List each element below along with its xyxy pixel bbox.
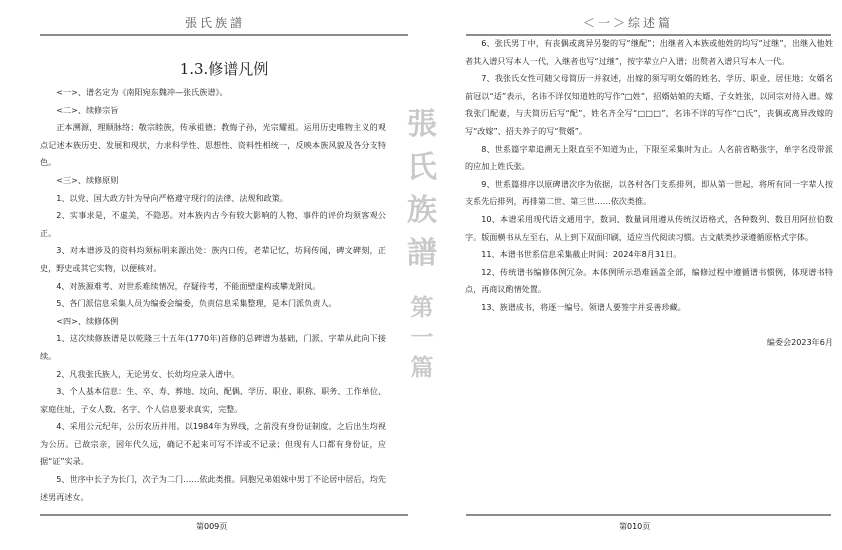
right-page <box>421 0 842 550</box>
paragraph: 1、这次续修族谱是以乾隆三十五年(1770年)首修的总碑谱为基础，门派、字辈从此向下接续。 <box>40 333 386 361</box>
paragraph: 4、对族源难考、对世系难续情况，存疑待考，不能面壁虚构或攀龙附凤。 <box>56 280 321 291</box>
body-text <box>40 84 386 506</box>
footer-rule <box>40 514 408 516</box>
paragraph: 13、族谱成书，将逐一编号。领谱人要签字并妥善珍藏。 <box>481 301 686 312</box>
paragraph: 11、本谱书世系信息采集截止时间：2024年8月31日。 <box>481 249 682 260</box>
paragraph: <四>、续修体例 <box>56 315 119 326</box>
paragraph: 7、我张氏女性可随父母简历一并叙述，出嫁的须写明女婿的姓名、学历、职业、居住地；女婿名前冠以“适”表示，名讳不详仅知道姓的写作“□姓”，招婿姑娘的夫婿、子女姓张，以同宗对待入谱。嫁我张门配妻，与夫简历后写“配”，姓名齐全写“□□□”，名讳不详的写作“□氏”，丧偶或离异改嫁的写“改嫁”、招夫养子的写“赘婿”。 <box>465 73 833 136</box>
paragraph: 9、世系篇排序以原碑谱次序为依据，以各村各门支系排列，即从第一世起，将所有同一字辈人按支系先后排列，再排第二世、第三世……依次类推。 <box>465 178 833 207</box>
spine-char: 族 <box>407 193 437 228</box>
paragraph: 5、世序中长子为长门，次子为二门……依此类推。同胞兄弟姐妹中男丁不论居中居后，均先述男再述女。 <box>40 474 386 502</box>
paragraph: 1、以党、国大政方针为导向严格遵守现行的法律、法规和政策。 <box>56 192 288 203</box>
spine-char: 第 <box>410 294 434 321</box>
running-header: ＜一＞综述篇 <box>583 16 674 30</box>
paragraph: 12、传统谱书编修体例冗杂。本体例所示恐难涵盖全部，编修过程中遵循谱书惯例，体现谱书特点，再商议酌情处置。 <box>465 266 833 295</box>
page-number: 第009页 <box>196 522 228 531</box>
paragraph: 6、张氏男丁中，有丧偶或离异另娶的写“继配”；出继者入本族或他姓的均写“过继”，出继入他姓者其入谱只写本人一代，入继者也写“过继”，按字辈立户入谱；出赘者入谱只写本人一代。 <box>465 38 833 66</box>
footer-rule <box>466 514 831 516</box>
running-header: 張氏族譜 <box>185 16 246 30</box>
header-rule <box>40 34 408 36</box>
paragraph: 2、实事求是，不虚美，不隐恶。对本族内古今有较大影响的人物、事件的评价均须客观公正。 <box>40 210 386 238</box>
paragraph: 3、对本谱涉及的资料均须标明来源出处：族内口传，老辈记忆，坊间传闻，碑文碑刻，正史，野史或其它实物，以便核对。 <box>40 245 386 273</box>
paragraph: <一>、谱名定为《南阳宛东魏冲—张氏族谱》。 <box>56 87 228 97</box>
spine-char: 張 <box>407 107 437 142</box>
section-title: 1.3.修谱凡例 <box>179 60 269 78</box>
paragraph: 4、采用公元纪年，公历农历并用。以1984年为界线，之前没有身份证制度，之后出生均视为公历。已故宗亲，因年代久远，确记不起来可写不详或不记录；但现有人口都有身份证，应据“证”实录。 <box>40 421 386 467</box>
paragraph: 10、本谱采用现代语文通用字，数词、数量词用遵从传统汉语格式，各种数列、数目用阿拉伯数字。版面横书从左至右，从上到下双面印刷，适应当代阅读习惯。古文献类抄录遵循原格式字体。 <box>465 213 833 242</box>
paragraph: 2、凡我张氏族人，无论男女、长幼均应录入谱中。 <box>56 368 240 379</box>
spine-char: 譜 <box>407 236 437 271</box>
paragraph: 5、各门派信息采集人员为编委会编委，负责信息采集整理，是本门派负责人。 <box>56 298 337 309</box>
paragraph: 8、世系篇字辈追溯无上限直至不知道为止，下限至采集时为止。人名前省略张字，单字名没带派的应加上姓氏张。 <box>465 143 833 172</box>
page-number: 第010页 <box>619 522 651 531</box>
signature: 编委会2023年6月 <box>766 336 833 347</box>
spine-watermark <box>402 103 442 383</box>
paragraph: <三>、续修原则 <box>56 174 119 185</box>
paragraph: <二>、续修宗旨 <box>56 104 119 115</box>
body-text <box>465 35 833 351</box>
spine-char: 篇 <box>410 354 434 381</box>
spine-char: 一 <box>410 324 434 351</box>
paragraph: 正本溯源，理顺脉络；敬宗睦族，传承祖德；教悔子孙，光宗耀祖。运用历史唯物主义的观点记述本族历史、发展和现状，力求科学性、思想性、资料性相统一，反映本族风貌及各分支特色。 <box>40 122 386 168</box>
spine-char: 氏 <box>407 150 437 185</box>
paragraph: 3、个人基本信息：生、卒、寿、葬地、坟向、配偶、学历、职业、职称、职务、工作单位、家庭住址，子女人数、名字、个人信息要求真实，完整。 <box>40 386 386 414</box>
